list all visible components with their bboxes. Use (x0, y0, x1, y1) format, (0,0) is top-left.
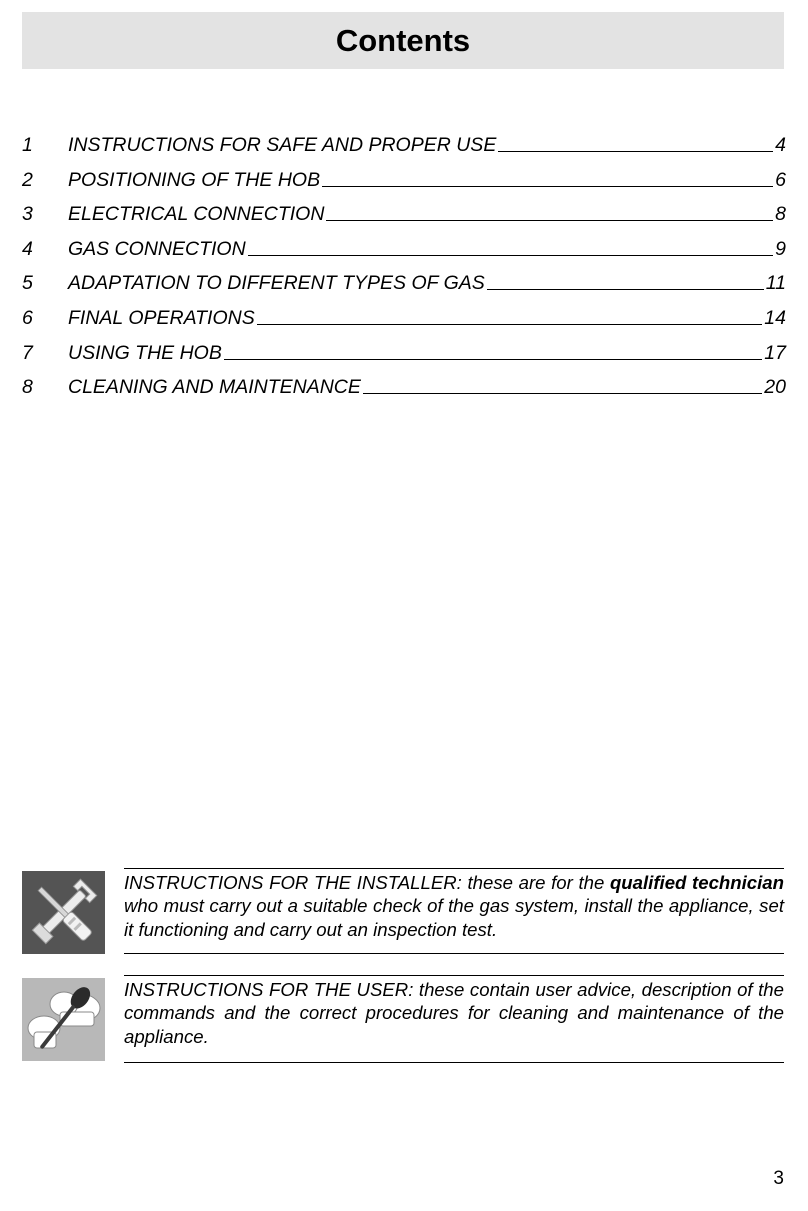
toc-entry[interactable] (22, 134, 786, 169)
toc-entry[interactable] (22, 169, 786, 204)
toc-entry-number: 4 (22, 237, 33, 260)
toc-entry-label: ELECTRICAL CONNECTION (68, 203, 325, 226)
toc-entry[interactable] (22, 272, 786, 307)
page-title: Contents (335, 22, 471, 58)
toc-entry[interactable] (22, 376, 786, 411)
toc-leader-line (498, 151, 773, 152)
toc-entry-page: 9 (775, 237, 786, 260)
toc-entry-number: 3 (22, 203, 33, 226)
installer-note-text (124, 871, 784, 941)
toc-entry-number: 8 (22, 376, 33, 399)
toc-leader-line (487, 289, 764, 290)
page-number: 3 (773, 1168, 784, 1189)
toc-leader-line (248, 255, 773, 256)
toc-leader-line (363, 393, 762, 394)
toc-entry-number: 2 (22, 168, 33, 191)
toc-entry[interactable] (22, 307, 786, 342)
toc-entry[interactable] (22, 238, 786, 273)
toc-entry-page: 14 (764, 306, 786, 329)
user-note-box (124, 975, 784, 1063)
toc-entry-label: POSITIONING OF THE HOB (68, 168, 321, 191)
toc-leader-line (224, 359, 762, 360)
chef-spoon-icon (22, 978, 105, 1061)
user-note-text: INSTRUCTIONS FOR THE USER: these contain user advice, description of the commands and the correct procedures for cleaning and maintenance of the appliance. (124, 979, 784, 1047)
title-bar (22, 12, 784, 69)
toc-entry-page: 4 (775, 134, 786, 156)
installer-note-emphasis: qualified technician (609, 872, 784, 893)
toc-entry-page: 20 (764, 376, 786, 399)
toc-leader-line (322, 186, 773, 187)
toc-entry-label: ADAPTATION TO DIFFERENT TYPES OF GAS (68, 272, 485, 295)
toc-entry-label: GAS CONNECTION (68, 237, 246, 260)
toc-leader-line (257, 324, 763, 325)
toc-entry-number: 6 (22, 306, 33, 329)
installer-note-lead: INSTRUCTIONS FOR THE INSTALLER: these are for the (124, 872, 610, 893)
toc-entry-number: 1 (22, 134, 33, 156)
toc-entry-number: 5 (22, 272, 33, 295)
toc-entry-label: USING THE HOB (68, 341, 222, 364)
toc-entry[interactable] (22, 342, 786, 377)
toc-entry-page: 17 (764, 341, 786, 364)
toc-entry-page: 8 (775, 203, 786, 226)
toc-entry-number: 7 (22, 341, 33, 364)
toc-entry-page: 6 (775, 168, 786, 191)
toc-entry-label: FINAL OPERATIONS (68, 306, 255, 329)
toc-entry-page: 11 (765, 272, 786, 295)
toc-entry[interactable] (22, 203, 786, 238)
toc-leader-line (326, 220, 773, 221)
tools-icon (22, 871, 105, 954)
installer-note-box (124, 868, 784, 954)
toc-entry-label: INSTRUCTIONS FOR SAFE AND PROPER USE (68, 134, 497, 156)
toc-entry-label: CLEANING AND MAINTENANCE (68, 376, 361, 399)
installer-note-rest: who must carry out a suitable check of the gas system, install the appliance, set it functioning and carry out an inspection test. (124, 895, 784, 940)
table-of-contents (22, 134, 786, 411)
